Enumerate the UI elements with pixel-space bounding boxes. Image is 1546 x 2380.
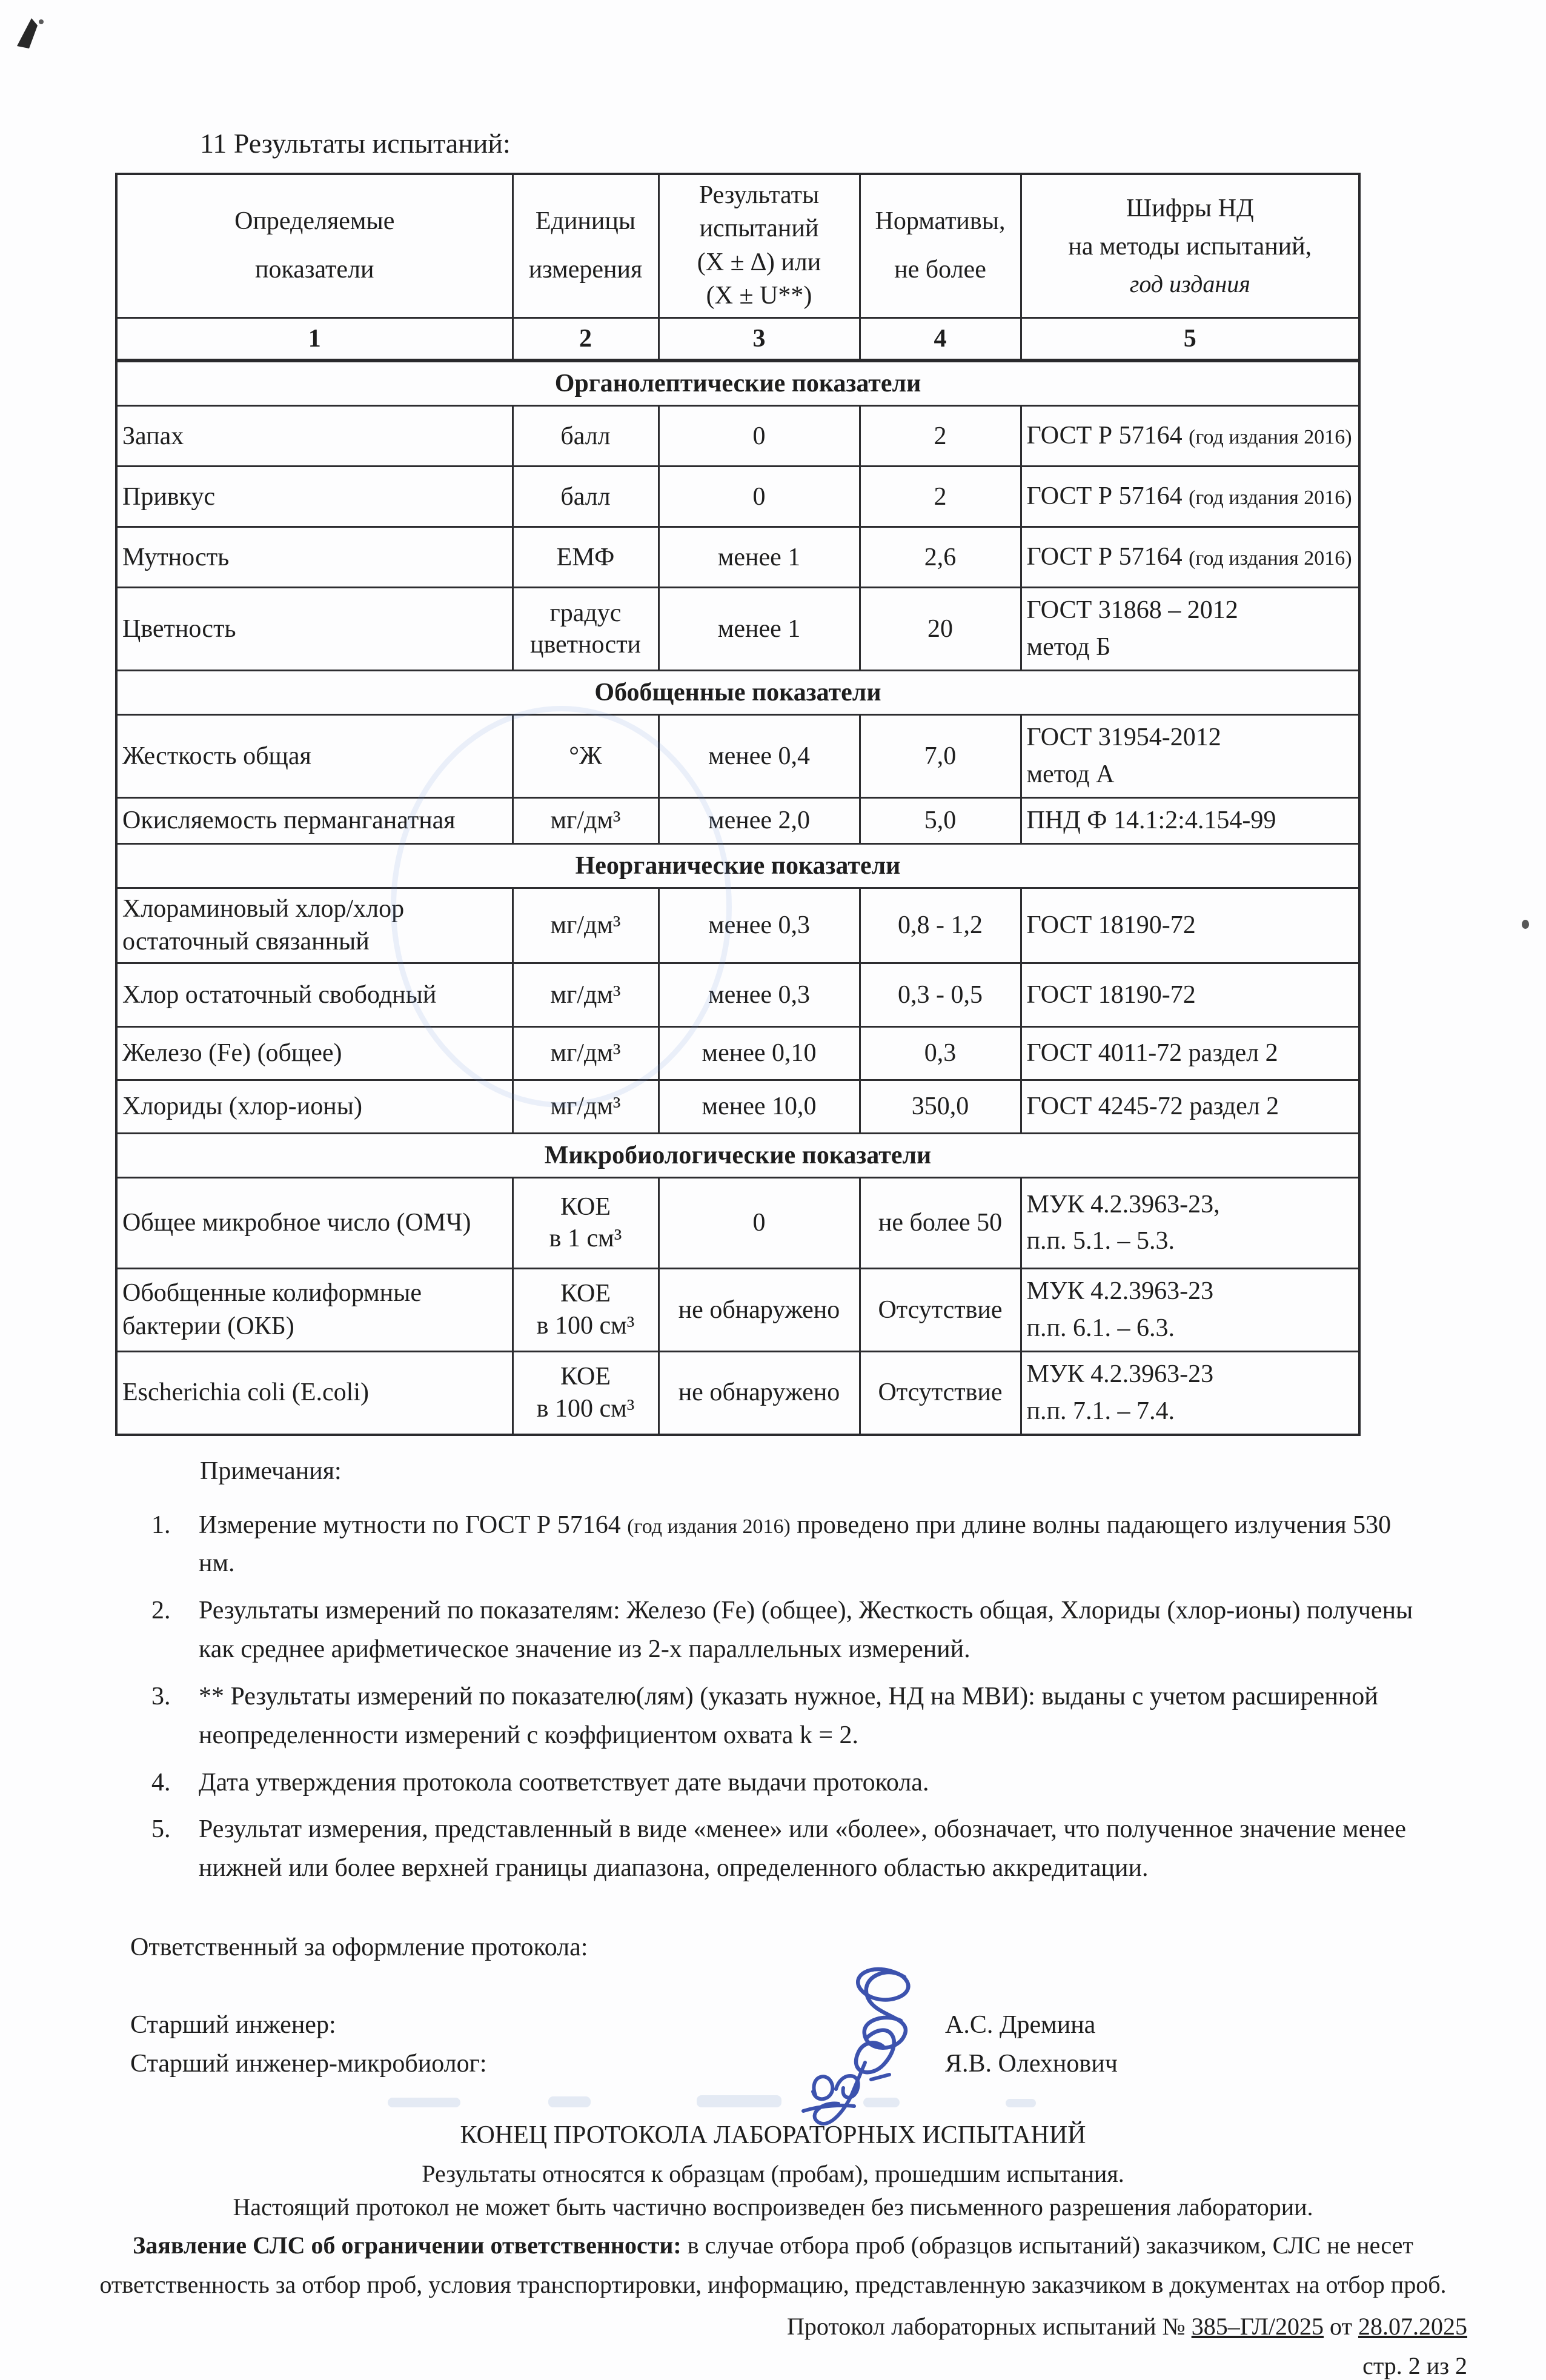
cell-norm: 350,0 [860, 1080, 1021, 1133]
cell-method: ГОСТ Р 57164 (год издания 2016) [1021, 527, 1359, 588]
cell-method: ГОСТ 18190-72 [1021, 963, 1359, 1026]
table-row [116, 527, 1359, 588]
signoff-heading: Ответственный за оформление протокола: [130, 1933, 588, 1961]
cell-result: не обнаружено [659, 1351, 860, 1434]
column-number: 4 [860, 317, 1021, 361]
notes-label: Примечания: [200, 1457, 342, 1485]
signer-role: Старший инженер-микробиолог: [130, 2050, 487, 2078]
cell-method: ГОСТ 31954-2012 метод А [1021, 715, 1359, 798]
cell-unit: балл [513, 406, 659, 467]
column-number: 5 [1021, 317, 1359, 361]
cell-parameter: Мутность [116, 527, 513, 588]
cell-norm: Отсутствие [860, 1268, 1021, 1351]
cell-method: ГОСТ 4245-72 раздел 2 [1021, 1080, 1359, 1133]
section-title: Органолептические показатели [116, 361, 1359, 406]
protocol-date: 28.07.2025 [1358, 2312, 1467, 2340]
cell-norm: 0,8 - 1,2 [860, 888, 1021, 963]
section-title: Обобщенные показатели [116, 671, 1359, 715]
cell-parameter: Жесткость общая [116, 715, 513, 798]
cell-result: менее 0,4 [659, 715, 860, 798]
cell-method: МУК 4.2.3963-23 п.п. 6.1. – 6.3. [1021, 1268, 1359, 1351]
cell-unit: мг/дм³ [513, 1080, 659, 1133]
cell-parameter: Общее микробное число (ОМЧ) [116, 1177, 513, 1268]
cell-result: не обнаружено [659, 1268, 860, 1351]
column-header-method-codes: Шифры НД на методы испытаний, год издания [1021, 174, 1359, 317]
smudge [388, 2098, 460, 2107]
cell-unit: КОЕ в 100 см³ [513, 1351, 659, 1434]
cell-parameter: Обобщенные колиформные бактерии (ОКБ) [116, 1268, 513, 1351]
protocol-reference: Протокол лабораторных испытаний № 385–ГЛ/2025 от 28.07.2025 [786, 2312, 1467, 2340]
cell-norm: 2 [860, 406, 1021, 467]
ink-speck [1522, 920, 1529, 929]
cell-result: менее 1 [659, 527, 860, 588]
cell-unit: КОЕ в 100 см³ [513, 1268, 659, 1351]
note-item [151, 1592, 1430, 1669]
cell-parameter: Привкус [116, 467, 513, 527]
sign-row [130, 2049, 1546, 2078]
footer-line: Настоящий протокол не может быть частично воспроизведен без письменного разрешения лаборатории. [233, 2193, 1313, 2221]
faint-stamp-artifact [391, 706, 732, 1108]
smudge [863, 2098, 900, 2107]
table-row [116, 467, 1359, 527]
column-number: 2 [513, 317, 659, 361]
section-title: Неорганические показатели [116, 843, 1359, 888]
note-text: Результат измерения, представленный в виде «менее» или «более», обозначает, что полученное значение менее нижней или более верхней границы диапазона, определенного областью аккредитации. [199, 1815, 1406, 1883]
cell-norm: Отсутствие [860, 1351, 1021, 1434]
column-header-parameters: Определяемые показатели [116, 174, 513, 317]
column-header-results: Результаты испытаний (Х ± ∆) или (Х ± U**) [659, 174, 860, 317]
table-row [116, 406, 1359, 467]
cell-norm: 7,0 [860, 715, 1021, 798]
disclaimer-text: в случае отбора проб (образцов испытаний) заказчиком, СЛС не несет ответственность за отбор проб, условия транспортировки, информацию, представленную заказчиком в документах на отбор проб. [99, 2232, 1447, 2298]
cell-result: 0 [659, 406, 860, 467]
table-section-row [116, 671, 1359, 715]
cell-parameter: Хлор остаточный свободный [116, 963, 513, 1026]
note-number: 5. [151, 1815, 171, 1844]
cell-method: ГОСТ Р 57164 (год издания 2016) [1021, 406, 1359, 467]
column-number: 3 [659, 317, 860, 361]
table-row [116, 1177, 1359, 1268]
page-title: 11 Результаты испытаний: [200, 128, 511, 159]
cell-parameter: Escherichia coli (E.coli) [116, 1351, 513, 1434]
note-text: Измерение мутности по ГОСТ Р 57164 (год издания 2016) проведено при длине волны падающего излучения 530 нм. [199, 1511, 1392, 1578]
cell-parameter: Хлориды (хлор-ионы) [116, 1080, 513, 1133]
section-title: Микробиологические показатели [116, 1133, 1359, 1177]
smudge [548, 2096, 591, 2107]
cell-parameter: Цветность [116, 588, 513, 671]
cell-norm: 0,3 [860, 1026, 1021, 1080]
cell-result: 0 [659, 1177, 860, 1268]
table-row [116, 715, 1359, 798]
table-row [116, 1351, 1359, 1434]
cell-method: МУК 4.2.3963-23, п.п. 5.1. – 5.3. [1021, 1177, 1359, 1268]
note-text: ** Результаты измерений по показателю(лям) (указать нужное, НД на МВИ): выданы с учетом расширенной неопределенности измерений с коэффициентом охвата k = 2. [199, 1682, 1378, 1749]
smudge [1006, 2099, 1036, 2107]
table-row [116, 1080, 1359, 1133]
cell-unit: °Ж [513, 715, 659, 798]
cell-unit: ЕМФ [513, 527, 659, 588]
cell-result: менее 1 [659, 588, 860, 671]
note-text: Дата утверждения протокола соответствует дате выдачи протокола. [199, 1768, 929, 1797]
table-section-row [116, 843, 1359, 888]
column-number-row [116, 317, 1359, 361]
table-header-row [116, 174, 1359, 317]
scan-bottom-artifacts [0, 2094, 1546, 2112]
end-of-protocol-line: КОНЕЦ ПРОТОКОЛА ЛАБОРАТОРНЫХ ИСПЫТАНИЙ [460, 2121, 1086, 2149]
cell-method: ГОСТ 18190-72 [1021, 888, 1359, 963]
table-section-row [116, 361, 1359, 406]
column-header-norms: Нормативы, не более [860, 174, 1021, 317]
cell-method: ПНД Ф 14.1:2:4.154-99 [1021, 797, 1359, 843]
cell-norm: не более 50 [860, 1177, 1021, 1268]
cell-norm: 2,6 [860, 527, 1021, 588]
cell-unit: мг/дм³ [513, 1026, 659, 1080]
cell-method: ГОСТ Р 57164 (год издания 2016) [1021, 467, 1359, 527]
footer-line: Результаты относятся к образцам (пробам), прошедшим испытания. [422, 2160, 1124, 2187]
note-number: 1. [151, 1511, 171, 1539]
note-item [151, 1810, 1430, 1888]
cell-unit: градус цветности [513, 588, 659, 671]
column-header-units: Единицы измерения [513, 174, 659, 317]
cell-result: менее 0,3 [659, 963, 860, 1026]
table-row [116, 888, 1359, 963]
page-number: стр. 2 из 2 [1362, 2352, 1467, 2379]
note-item [151, 1506, 1430, 1584]
signer-name: Я.В. Олехнович [945, 2050, 1118, 2078]
cell-norm: 5,0 [860, 797, 1021, 843]
cell-method: МУК 4.2.3963-23 п.п. 7.1. – 7.4. [1021, 1351, 1359, 1434]
signer-role: Старший инженер: [130, 2011, 336, 2039]
note-number: 4. [151, 1768, 171, 1797]
cell-parameter: Запах [116, 406, 513, 467]
cell-method: ГОСТ 4011-72 раздел 2 [1021, 1026, 1359, 1080]
table-row [116, 963, 1359, 1026]
sign-row [130, 2010, 1546, 2039]
table-row [116, 1268, 1359, 1351]
cell-norm: 0,3 - 0,5 [860, 963, 1021, 1026]
cell-result: менее 2,0 [659, 797, 860, 843]
cell-unit: мг/дм³ [513, 888, 659, 963]
scan-corner-artifact [10, 13, 53, 57]
cell-parameter: Хлораминовый хлор/хлор остаточный связанный [116, 888, 513, 963]
cell-norm: 20 [860, 588, 1021, 671]
note-item [151, 1678, 1430, 1755]
footer-section [0, 2121, 1546, 2380]
signer-name: А.С. Дремина [945, 2011, 1096, 2039]
cell-unit: балл [513, 467, 659, 527]
cell-unit: мг/дм³ [513, 963, 659, 1026]
cell-parameter: Окисляемость перманганатная [116, 797, 513, 843]
disclaimer-label: Заявление СЛС об ограничении ответственности: [133, 2232, 682, 2259]
smudge [697, 2095, 781, 2107]
results-table [115, 173, 1361, 1436]
cell-result: 0 [659, 467, 860, 527]
cell-result: менее 0,10 [659, 1026, 860, 1080]
cell-unit: КОЕ в 1 см³ [513, 1177, 659, 1268]
liability-disclaimer [55, 2226, 1491, 2305]
table-row [116, 797, 1359, 843]
signoff-section [130, 1933, 1546, 2078]
table-section-row [116, 1133, 1359, 1177]
cell-result: менее 10,0 [659, 1080, 860, 1133]
note-item [151, 1764, 1430, 1803]
cell-norm: 2 [860, 467, 1021, 527]
table-row [116, 1026, 1359, 1080]
column-number: 1 [116, 317, 513, 361]
note-number: 3. [151, 1682, 171, 1710]
protocol-number: 385–ГЛ/2025 [1191, 2312, 1324, 2340]
cell-result: менее 0,3 [659, 888, 860, 963]
notes-section [151, 1457, 1430, 1888]
table-row [116, 588, 1359, 671]
cell-method: ГОСТ 31868 – 2012 метод Б [1021, 588, 1359, 671]
note-text: Результаты измерений по показателям: Железо (Fe) (общее), Жесткость общая, Хлориды (хлор-ионы) получены как среднее арифметическое значение из 2-х параллельных измерений. [199, 1597, 1413, 1664]
cell-unit: мг/дм³ [513, 797, 659, 843]
note-number: 2. [151, 1597, 171, 1625]
cell-parameter: Железо (Fe) (общее) [116, 1026, 513, 1080]
